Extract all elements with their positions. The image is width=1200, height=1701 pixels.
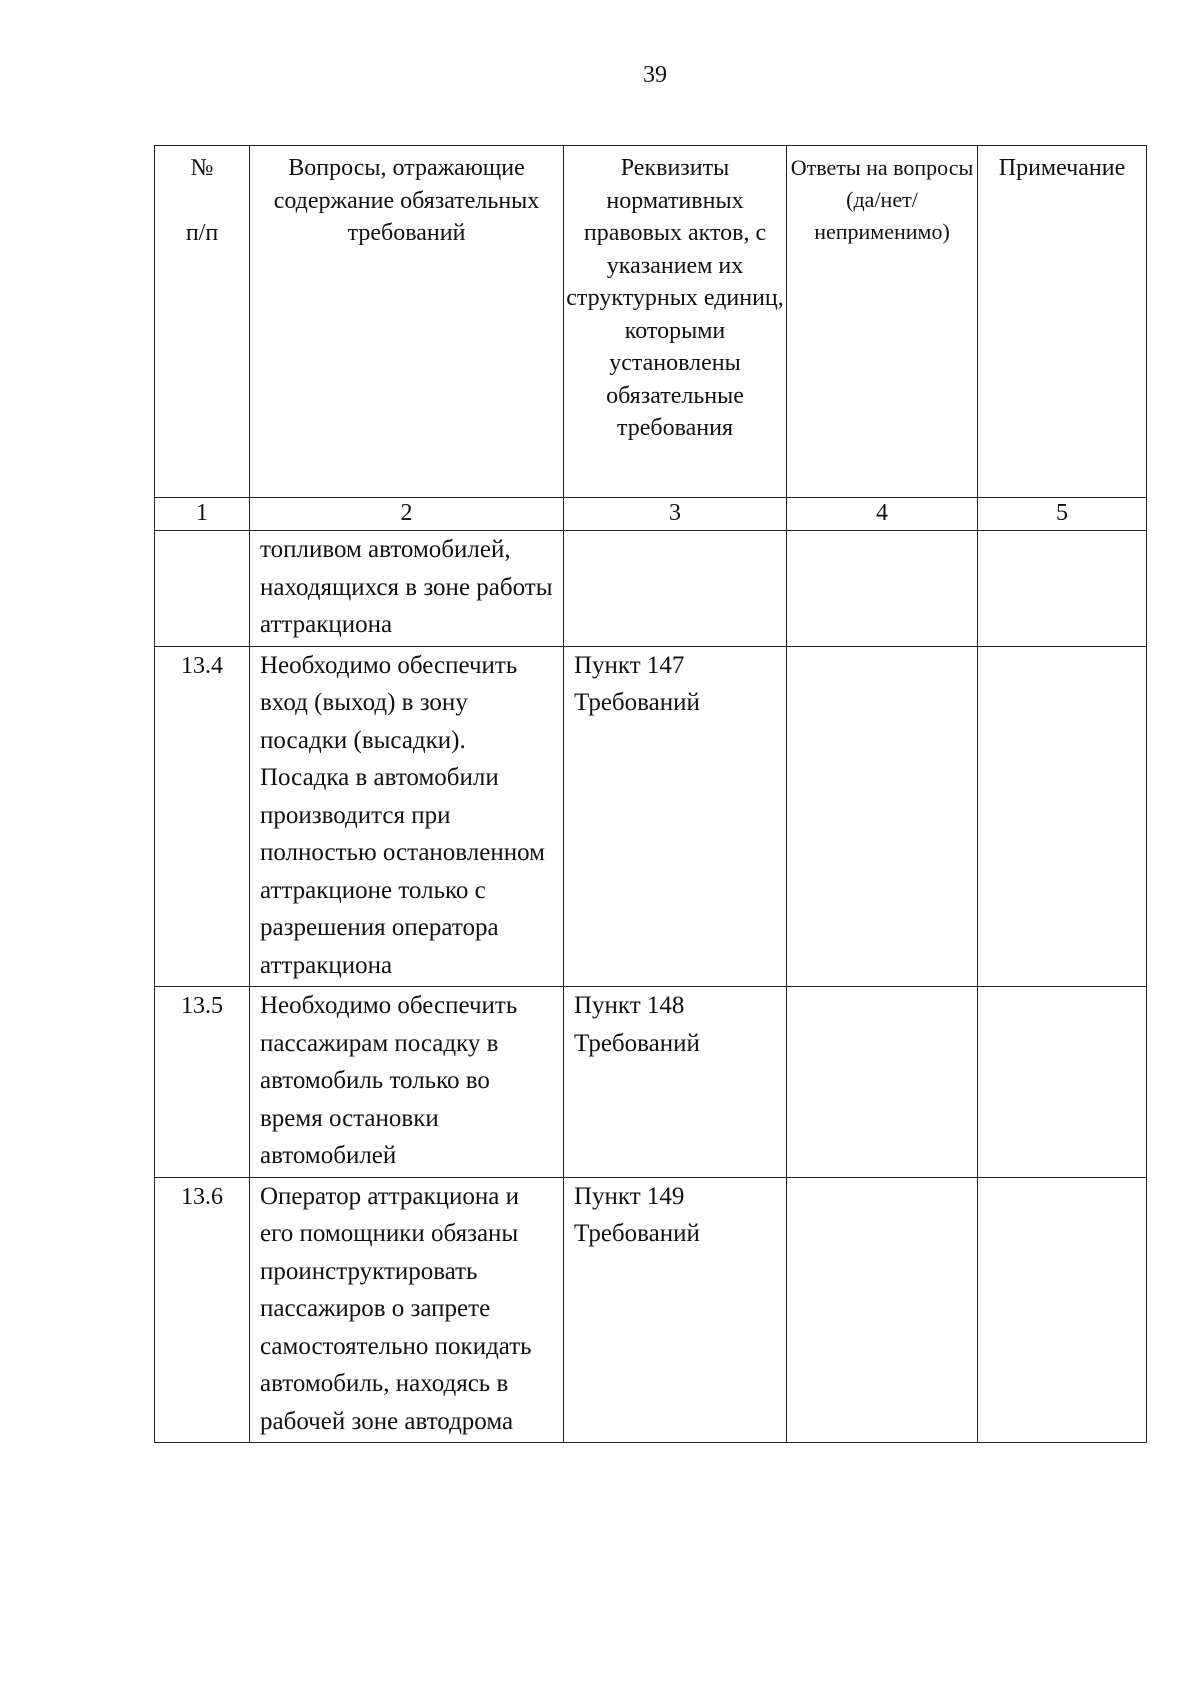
table-row [155,987,1147,1178]
row-answer [787,987,978,1178]
row-question: топливом автомобилей, находящихся в зоне работы аттракциона [250,531,564,647]
header-number: № п/п [155,146,250,498]
row-note [978,987,1147,1178]
table-row [155,1177,1147,1443]
header-questions: Вопросы, отражающие содержание обязательных требований [250,146,564,498]
row-reference: Пункт 149 Требований [564,1177,787,1443]
row-answer [787,646,978,987]
column-number: 5 [978,498,1147,531]
row-note [978,531,1147,647]
row-note [978,1177,1147,1443]
header-answers: Ответы на вопросы (да/нет/ неприменимо) [787,146,978,498]
column-number: 4 [787,498,978,531]
row-note [978,646,1147,987]
table-header-row [155,146,1147,498]
row-number: 13.4 [155,646,250,987]
row-question: Оператор аттракциона и его помощники обязаны проинструктировать пассажиров о запрете самостоятельно покидать автомобиль, находясь в рабочей зоне автодрома [250,1177,564,1443]
row-question: Необходимо обеспечить пассажирам посадку в автомобиль только во время остановки автомобилей [250,987,564,1178]
row-number: 13.5 [155,987,250,1178]
row-answer [787,531,978,647]
row-reference: Пункт 147 Требований [564,646,787,987]
row-reference [564,531,787,647]
header-note: Примечание [978,146,1147,498]
column-number: 3 [564,498,787,531]
row-question: Необходимо обеспечить вход (выход) в зону посадки (высадки). Посадка в автомобили производится при полностью остановленном аттракционе только с разрешения оператора аттракциона [250,646,564,987]
requirements-table [154,145,1147,1443]
column-number: 1 [155,498,250,531]
column-number: 2 [250,498,564,531]
column-number-row [155,498,1147,531]
row-number: 13.6 [155,1177,250,1443]
table-row [155,531,1147,647]
header-requisites: Реквизиты нормативных правовых актов, с указанием их структурных единиц, которыми установлены обязательные требования [564,146,787,498]
table-row [155,646,1147,987]
row-answer [787,1177,978,1443]
row-number [155,531,250,647]
page-number: 39 [643,62,667,88]
row-reference: Пункт 148 Требований [564,987,787,1178]
